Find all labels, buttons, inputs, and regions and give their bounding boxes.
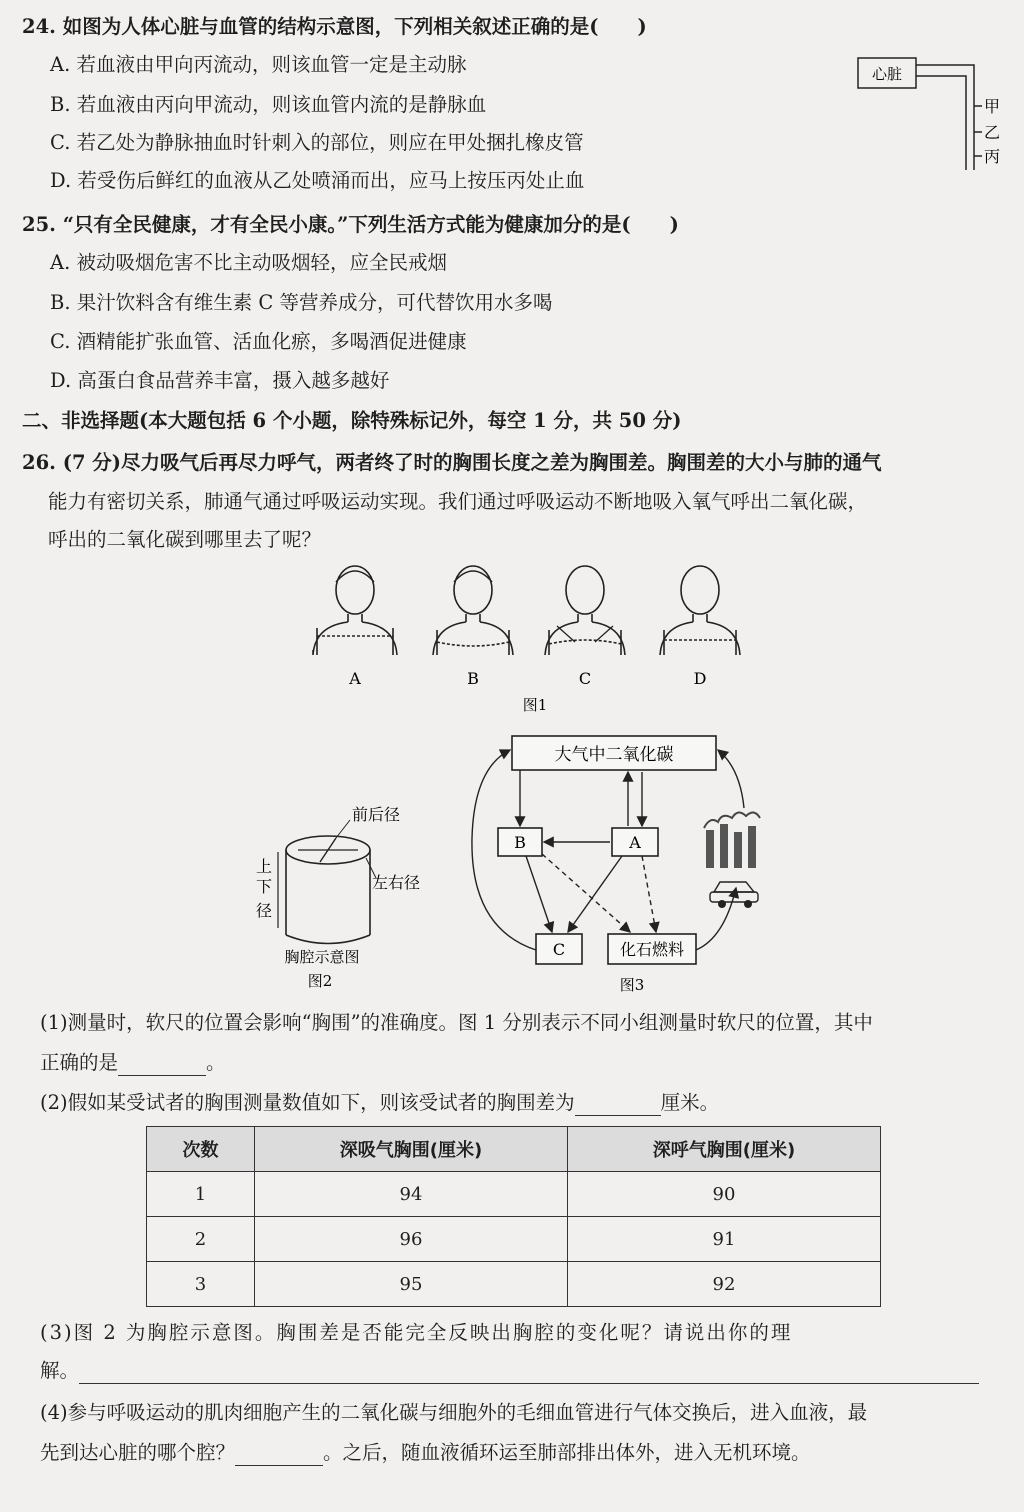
label-c: C xyxy=(578,669,592,688)
q25-option-a: A. 被动吸烟危害不比主动吸烟轻，应全民戒烟 xyxy=(50,251,447,274)
q24-stem: 24. 如图为人体心脏与血管的结构示意图，下列相关叙述正确的是( ) xyxy=(22,15,647,38)
point-yi: 乙 xyxy=(984,123,1001,142)
figure-3-caption: 图3 xyxy=(619,976,645,994)
figure-1-person-a xyxy=(313,566,397,688)
q25-stem: 25. “只有全民健康，才有全民小康。”下列生活方式能为健康加分的是( ) xyxy=(22,213,679,236)
part4-line1: (4)参与呼吸运动的肌肉细胞产生的二氧化碳与细胞外的毛细血管进行气体交换后，进入血液，最 xyxy=(40,1401,868,1424)
figure-1-caption: 图1 xyxy=(522,696,548,714)
label-b: B xyxy=(467,669,479,688)
part1-answer-blank[interactable] xyxy=(118,1055,206,1076)
left-right-label: 左右径 xyxy=(372,873,421,892)
table-row: 3 95 92 xyxy=(147,1262,881,1307)
table-header-inhale: 深吸气胸围(厘米) xyxy=(255,1127,568,1172)
table-header-count: 次数 xyxy=(147,1127,255,1172)
up-down-label-3: 径 xyxy=(256,901,273,920)
part2-line: (2)假如某受试者的胸围测量数值如下，则该受试者的胸围差为 厘米。 xyxy=(40,1091,720,1114)
part3-line2: 解。 xyxy=(40,1358,979,1384)
table-row: 2 96 91 xyxy=(147,1217,881,1262)
q26-intro-line1: 26. (7 分)尽力吸气后再尽力呼气，两者终了时的胸围长度之差为胸围差。胸围差的大小与肺的通气 xyxy=(22,451,882,474)
figure-1 xyxy=(295,560,755,720)
fossil-fuel-box: 化石燃料 xyxy=(619,940,685,959)
part1-line1: (1)测量时，软尺的位置会影响“胸围”的准确度。图 1 分别表示不同小组测量时软尺的位置，其中 xyxy=(40,1011,873,1034)
box-a: A xyxy=(629,833,641,852)
q26-intro-line3: 呼出的二氧化碳到哪里去了呢？ xyxy=(48,528,322,551)
chest-diagram-name: 胸腔示意图 xyxy=(284,948,360,966)
figure-2-caption: 图2 xyxy=(307,972,333,990)
up-down-label-2: 下 xyxy=(256,877,273,896)
figure-1-person-d xyxy=(660,566,740,688)
q25-option-c: C. 酒精能扩张血管、活血化瘀，多喝酒促进健康 xyxy=(50,330,467,353)
table-header-exhale: 深呼气胸围(厘米) xyxy=(568,1127,881,1172)
part3-line1: (3)图 2 为胸腔示意图。胸围差是否能完全反映出胸腔的变化呢？请说出你的理 xyxy=(40,1321,793,1344)
point-jia: 甲 xyxy=(984,97,1001,116)
q25-option-b: B. 果汁饮料含有维生素 C 等营养成分，可代替饮用水多喝 xyxy=(50,291,553,314)
label-d: D xyxy=(693,669,707,688)
table-row: 1 94 90 xyxy=(147,1172,881,1217)
up-down-label-1: 上 xyxy=(256,857,273,876)
q25-option-d: D. 高蛋白食品营养丰富，摄入越多越好 xyxy=(50,369,390,392)
figure-2 xyxy=(248,800,448,1000)
q26-intro-line2: 能力有密切关系，肺通气通过呼吸运动实现。我们通过呼吸运动不断地吸入氧气呼出二氧化碳， xyxy=(48,490,868,513)
front-back-label: 前后径 xyxy=(352,805,401,824)
heart-label: 心脏 xyxy=(871,65,903,83)
box-b: B xyxy=(514,833,526,852)
part4-line2: 先到达心脏的哪个腔？ 。之后，随血液循环运至肺部排出体外，进入无机环境。 xyxy=(40,1441,811,1464)
atmosphere-co2-box: 大气中二氧化碳 xyxy=(554,745,674,765)
point-bing: 丙 xyxy=(984,147,1001,166)
label-a: A xyxy=(349,669,361,688)
q24-option-d: D. 若受伤后鲜红的血液从乙处喷涌而出，应马上按压丙处止血 xyxy=(50,169,585,192)
section-heading: 二、非选择题(本大题包括 6 个小题，除特殊标记外，每空 1 分，共 50 分) xyxy=(22,409,682,432)
q24-option-c: C. 若乙处为静脉抽血时针刺入的部位，则应在甲处捆扎橡皮管 xyxy=(50,131,584,154)
figure-3 xyxy=(460,728,780,998)
box-c: C xyxy=(552,940,566,959)
part4-answer-blank[interactable] xyxy=(235,1445,323,1466)
figure-1-person-b xyxy=(433,566,513,688)
part2-answer-blank[interactable] xyxy=(575,1095,661,1116)
factory-icon xyxy=(704,812,760,868)
chest-measurement-table xyxy=(146,1126,881,1307)
part3-answer-blank[interactable] xyxy=(79,1363,979,1384)
q24-option-a: A. 若血液由甲向丙流动，则该血管一定是主动脉 xyxy=(50,53,467,76)
heart-vessel-diagram xyxy=(850,50,1010,180)
figure-1-person-c xyxy=(545,566,625,688)
q24-option-b: B. 若血液由丙向甲流动，则该血管内流的是静脉血 xyxy=(50,93,487,116)
part1-line2: 正确的是 。 xyxy=(40,1051,226,1074)
